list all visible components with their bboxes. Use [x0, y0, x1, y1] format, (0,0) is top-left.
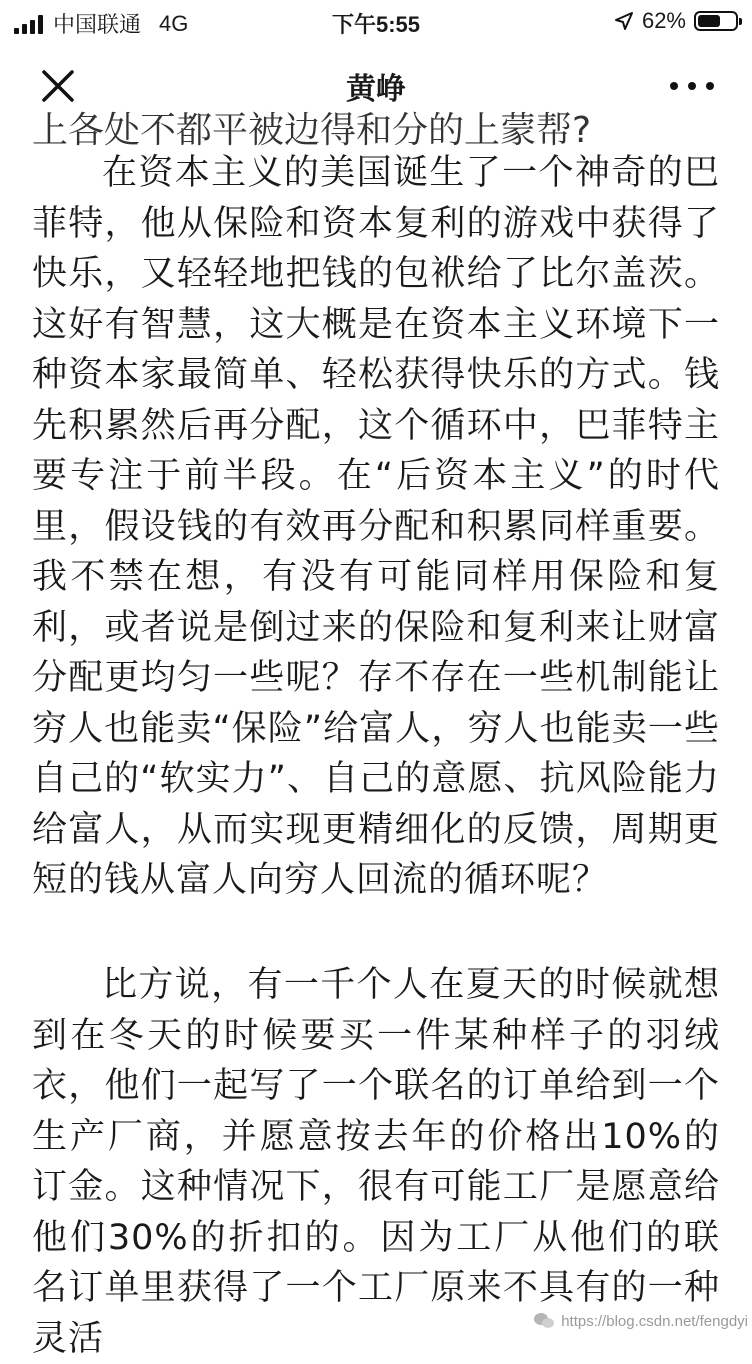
status-time: 下午5:55: [331, 12, 421, 37]
watermark: [533, 1312, 748, 1330]
close-icon: [38, 66, 78, 106]
page-title: 黄峥: [346, 72, 406, 107]
more-dots-icon: [670, 82, 678, 90]
battery-percent: 62%: [641, 8, 686, 33]
battery-fill: [698, 15, 720, 27]
status-right: [614, 8, 738, 34]
article-paragraph: 在资本主义的美国诞生了一个神奇的巴菲特，他从保险和资本复利的游戏中获得了快乐，又轻轻地把钱的包袱给了比尔盖茨。这好有智慧，这大概是在资本主义环境下一种资本家最简单、轻松获得快乐的方式。钱先积累然后再分配，这个循环中，巴菲特主要专注于前半段。在“后资本主义”的时代里，假设钱的有效再分配和积累同样重要。我不禁在想，有没有可能同样用保险和复利，或者说是倒过来的保险和复利来让财富分配更均匀一些呢？存不存在一些机制能让穷人也能卖“保险”给富人，穷人也能卖一些自己的“软实力”、自己的意愿、抗风险能力给富人，从而实现更精细化的反馈，周期更短的钱从富人向穷人回流的循环呢？: [32, 153, 720, 900]
article-content[interactable]: [32, 110, 720, 1359]
network-type: 4G: [159, 10, 189, 36]
wechat-icon: [533, 1312, 555, 1330]
location-arrow-icon: [614, 11, 634, 31]
carrier-name: 中国联通: [53, 12, 142, 37]
more-dot: [706, 82, 714, 90]
close-button[interactable]: [38, 66, 78, 106]
battery-icon: [694, 11, 738, 31]
more-button[interactable]: [670, 72, 714, 100]
watermark-text: https://blog.csdn.net/fengdyi: [561, 1312, 748, 1330]
partial-text-line: 上各处不都平被边得和分的上蒙帮?: [32, 110, 592, 151]
status-bar: [0, 0, 752, 44]
article-paragraph: 比方说，有一千个人在夏天的时候就想到在冬天的时候要买一件某种样子的羽绒衣，他们一起写了一个联名的订单给到一个生产厂商，并愿意按去年的价格出10%的订金。这种情况下，很有可能工厂是愿意给他们30%的折扣的。因为工厂从他们的联名订单里获得了一个工厂原来不具有的一种灵活: [32, 965, 720, 1359]
more-dot: [688, 82, 696, 90]
